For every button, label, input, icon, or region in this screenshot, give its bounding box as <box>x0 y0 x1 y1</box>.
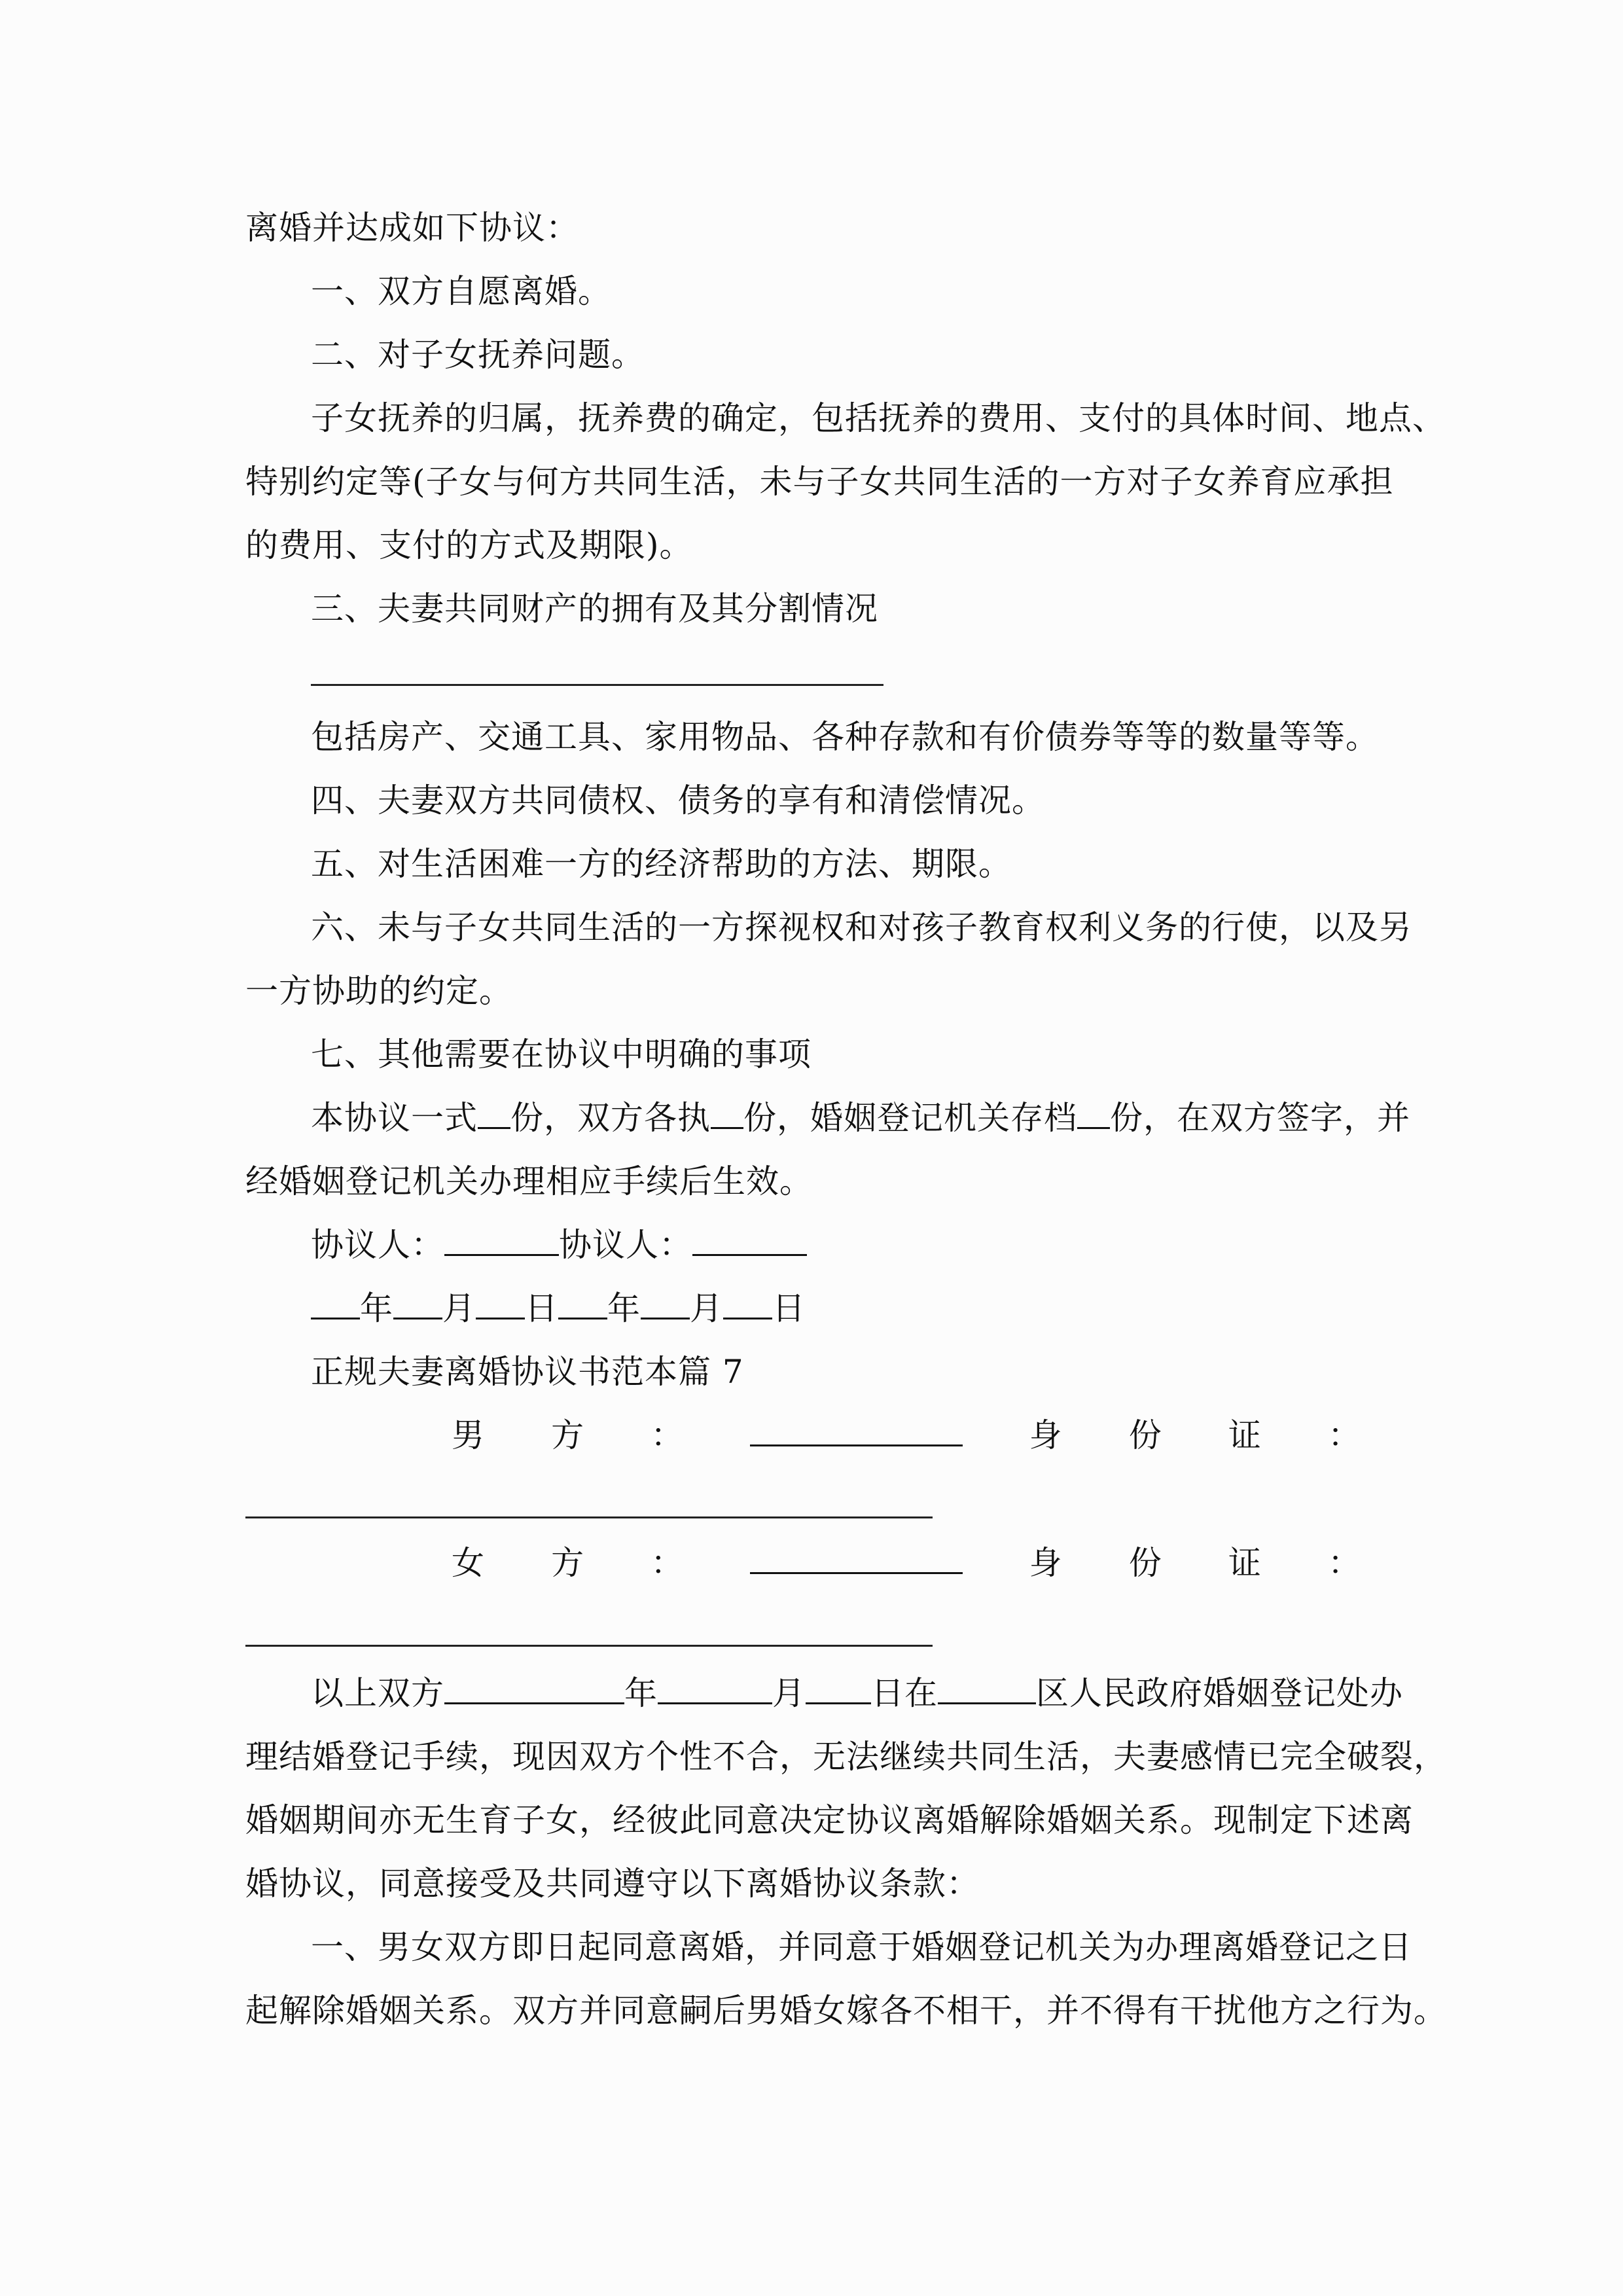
copies-text-2: 份，双方各执 <box>510 1099 711 1137</box>
child-support-line-1: 子女抚养的归属，抚养费的确定，包括抚养的费用、支付的具体时间、地点、 <box>311 399 1446 437</box>
preamble-line-1 <box>311 1674 1403 1713</box>
section-title: 正规夫妻离婚协议书范本篇 7 <box>311 1353 744 1391</box>
preamble-text-1: 以上双方 <box>311 1674 444 1712</box>
day-blank-2[interactable] <box>723 1289 772 1319</box>
clause-3: 三、夫妻共同财产的拥有及其分割情况 <box>311 590 878 628</box>
male-label-colon: ： <box>651 1416 685 1454</box>
preamble-day: 日在 <box>871 1674 938 1712</box>
copies-total-blank[interactable] <box>478 1098 510 1129</box>
male-id-char-2: 份 <box>1128 1416 1162 1454</box>
male-id-colon: ： <box>1327 1416 1361 1454</box>
clause-2: 二、对子女抚养问题。 <box>311 336 645 374</box>
female-id-char-1: 身 <box>1029 1544 1063 1582</box>
male-row <box>452 1416 1361 1455</box>
female-label-char-2: 方 <box>551 1544 585 1582</box>
preamble-line-2: 理结婚登记手续，现因双方个性不合，无法继续共同生活，夫妻感情已完全破裂， <box>245 1738 1447 1776</box>
clause-6-line-1: 六、未与子女共同生活的一方探视权和对孩子教育权利义务的行使，以及另 <box>311 908 1412 946</box>
female-id-fill-line[interactable] <box>245 1645 933 1647</box>
day-label-1: 日 <box>525 1289 558 1327</box>
year-label-1: 年 <box>360 1289 393 1327</box>
female-label-colon: ： <box>651 1544 685 1582</box>
female-row <box>452 1543 1361 1583</box>
preamble-month: 月 <box>772 1674 806 1712</box>
signer-blank-1[interactable] <box>444 1225 559 1256</box>
male-name-blank[interactable] <box>750 1416 963 1446</box>
female-label-char-1: 女 <box>452 1544 485 1582</box>
signers-line <box>311 1225 1381 1265</box>
copies-each-blank[interactable] <box>711 1098 743 1129</box>
month-blank-2[interactable] <box>641 1289 690 1319</box>
clause-6-line-2: 一方协助的约定。 <box>245 972 512 1010</box>
month-label-1: 月 <box>442 1289 476 1327</box>
copies-text-1: 本协议一式 <box>311 1099 478 1137</box>
final-clause-line-1: 一、男女双方即日起同意离婚，并同意于婚姻登记机关为办理离婚登记之日 <box>311 1928 1412 1966</box>
month-blank-1[interactable] <box>393 1289 442 1319</box>
female-name-blank[interactable] <box>750 1543 963 1574</box>
female-id-char-3: 证 <box>1228 1544 1262 1582</box>
child-support-line-2: 特别约定等(子女与何方共同生活，未与子女共同生活的一方对子女养育应承担 <box>245 463 1394 501</box>
clause-7: 七、其他需要在协议中明确的事项 <box>311 1035 812 1073</box>
signer-label-1: 协议人： <box>311 1226 444 1264</box>
signer-label-2: 协议人： <box>559 1226 692 1264</box>
year-blank-1[interactable] <box>311 1289 360 1319</box>
month-label-2: 月 <box>690 1289 723 1327</box>
male-id-fill-line[interactable] <box>245 1516 933 1518</box>
marriage-day-blank[interactable] <box>806 1674 871 1704</box>
female-id-colon: ： <box>1327 1544 1361 1582</box>
district-blank[interactable] <box>938 1674 1036 1704</box>
year-label-2: 年 <box>607 1289 641 1327</box>
clause-1: 一、双方自愿离婚。 <box>311 272 611 310</box>
property-detail: 包括房产、交通工具、家用物品、各种存款和有价债券等等的数量等等。 <box>311 718 1379 756</box>
dates-line <box>311 1289 1381 1328</box>
female-id-char-2: 份 <box>1128 1544 1162 1582</box>
male-id-char-3: 证 <box>1228 1416 1262 1454</box>
preamble-text-5: 区人民政府婚姻登记处办 <box>1036 1674 1403 1712</box>
male-id-char-1: 身 <box>1029 1416 1063 1454</box>
clause-4: 四、夫妻双方共同债权、债务的享有和清偿情况。 <box>311 781 1045 819</box>
year-blank-2[interactable] <box>558 1289 607 1319</box>
copies-line-2: 经婚姻登记机关办理相应手续后生效。 <box>245 1162 813 1200</box>
marriage-month-blank[interactable] <box>658 1674 772 1704</box>
intro-tail: 离婚并达成如下协议： <box>245 209 579 247</box>
clause-5: 五、对生活困难一方的经济帮助的方法、期限。 <box>311 845 1012 883</box>
day-label-2: 日 <box>772 1289 806 1327</box>
preamble-line-4: 婚协议，同意接受及共同遵守以下离婚协议条款： <box>245 1865 980 1903</box>
marriage-date-blank[interactable] <box>444 1674 624 1704</box>
final-clause-line-2: 起解除婚姻关系。双方并同意嗣后男婚女嫁各不相干，并不得有干扰他方之行为。 <box>245 1992 1447 2030</box>
preamble-year: 年 <box>624 1674 658 1712</box>
copies-text-3: 份，婚姻登记机关存档 <box>743 1099 1077 1137</box>
signer-blank-2[interactable] <box>692 1225 807 1256</box>
male-label-char-1: 男 <box>452 1416 485 1454</box>
copies-text-4: 份，在双方签字，并 <box>1110 1099 1410 1137</box>
copies-archive-blank[interactable] <box>1077 1098 1110 1129</box>
child-support-line-3: 的费用、支付的方式及期限)。 <box>245 526 693 564</box>
copies-line-1 <box>311 1098 1410 1138</box>
male-label-char-2: 方 <box>551 1416 585 1454</box>
preamble-line-3: 婚姻期间亦无生育子女，经彼此同意决定协议离婚解除婚姻关系。现制定下述离 <box>245 1801 1414 1839</box>
day-blank-1[interactable] <box>476 1289 525 1319</box>
property-fill-line[interactable] <box>311 684 883 686</box>
